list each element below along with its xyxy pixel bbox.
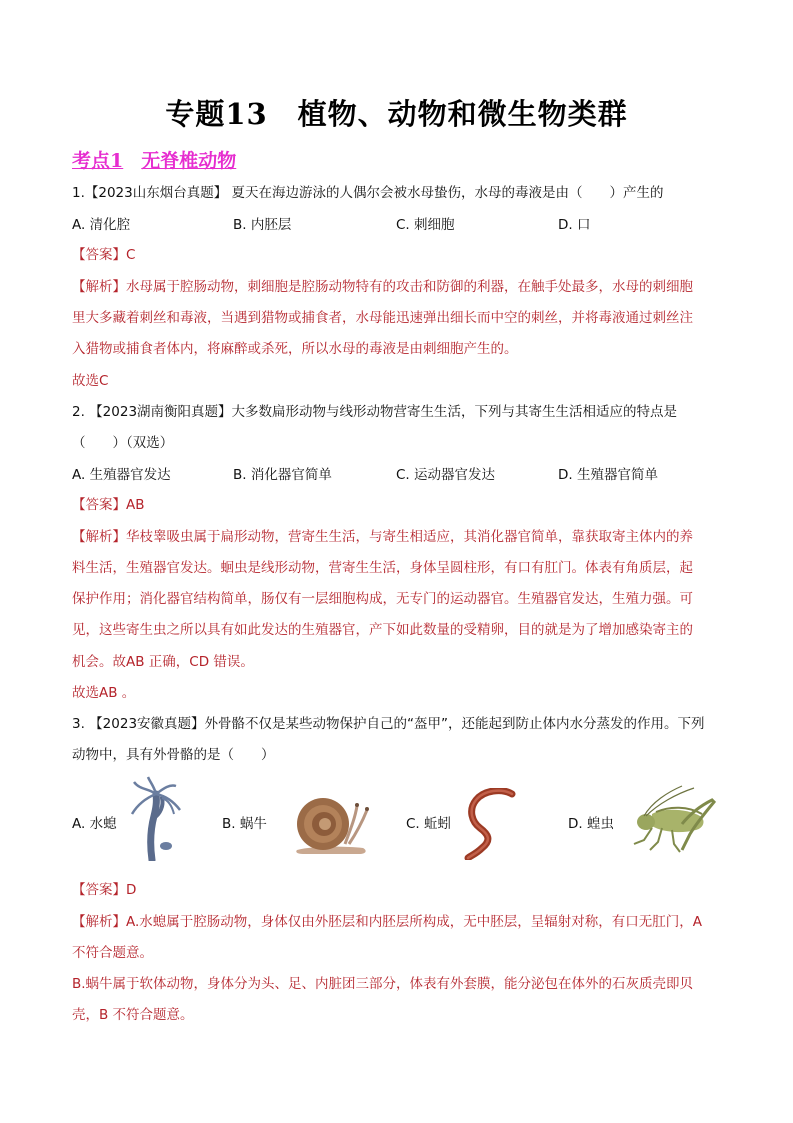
- q3-stem: 3. 【2023安徽真题】外骨骼不仅是某些动物保护自己的“盔甲”，还能起到防止体内水分蒸发的作用。下列: [72, 716, 705, 732]
- section-name: 无脊椎动物: [141, 150, 237, 172]
- title-topic-number: 专题13: [165, 97, 268, 131]
- locust-image: [622, 784, 720, 856]
- q3-analysis-line: 不符合题意。: [72, 945, 153, 961]
- hydra-image: [126, 776, 190, 861]
- q1-analysis-line: 里大多藏着刺丝和毒液，当遇到猎物或捕食者，水母能迅速弹出细长而中空的刺丝，并将毒液通过刺丝注: [72, 310, 693, 326]
- q3-analysis-line: B.蜗牛属于软体动物，身体分为头、足、内脏团三部分，体表有外套膜，能分泌包在体外的石灰质壳即贝: [72, 976, 694, 992]
- q2-analysis-line: 【解析】华枝睾吸虫属于扁形动物，营寄生生活，与寄生相适应，其消化器官简单，靠获取寄主体内的养: [72, 529, 693, 545]
- q1-conclusion: 故选C: [72, 373, 109, 389]
- q2-option-c: C. 运动器官发达: [396, 467, 496, 483]
- snail-image: [293, 788, 371, 858]
- q1-analysis-line: 【解析】水母属于腔肠动物，刺细胞是腔肠动物特有的攻击和防御的利器，在触手处最多，水母的刺细胞: [72, 279, 693, 295]
- q3-option-c: C. 蚯蚓: [406, 816, 452, 832]
- q2-analysis-line: 机会。故AB 正确，CD 错误。: [72, 654, 254, 670]
- section-number: 考点1: [72, 150, 124, 172]
- q2-stem: 2. 【2023湖南衡阳真题】大多数扁形动物与线形动物营寄生生活，下列与其寄生生活相适应的特点是: [72, 404, 678, 420]
- q1-analysis-line: 入猎物或捕食者体内，将麻醉或杀死，所以水母的毒液是由刺细胞产生的。: [72, 341, 518, 357]
- q3-analysis-line: 壳，B 不符合题意。: [72, 1007, 194, 1023]
- q2-analysis-line: 料生活，生殖器官发达。蛔虫是线形动物，营寄生生活，身体呈圆柱形，有口有肛门。体表有角质层，起: [72, 560, 693, 576]
- page-title: [0, 92, 793, 133]
- section-heading: [72, 146, 236, 173]
- q3-stem: 动物中，具有外骨骼的是（ ）: [72, 747, 275, 763]
- earthworm-image: [462, 788, 520, 860]
- q2-option-b: B. 消化器官简单: [233, 467, 332, 483]
- q2-stem: （ ）（双选）: [72, 435, 174, 451]
- q1-option-c: C. 刺细胞: [396, 217, 455, 233]
- q1-answer: 【答案】C: [72, 247, 136, 263]
- q1-option-a: A. 清化腔: [72, 217, 131, 233]
- q2-conclusion: 故选AB 。: [72, 685, 136, 701]
- q2-option-a: A. 生殖器官发达: [72, 467, 171, 483]
- q2-analysis-line: 见，这些寄生虫之所以具有如此发达的生殖器官，产下如此数量的受精卵，目的就是为了增加感染寄主的: [72, 622, 693, 638]
- q2-option-d: D. 生殖器官简单: [558, 467, 658, 483]
- q3-answer: 【答案】D: [72, 882, 137, 898]
- q1-stem: 1.【2023山东烟台真题】 夏天在海边游泳的人偶尔会被水母蛰伤，水母的毒液是由（ ）产生的: [72, 185, 664, 201]
- q3-option-d: D. 蝗虫: [568, 816, 614, 832]
- q1-option-b: B. 内胚层: [233, 217, 292, 233]
- q3-option-b: B. 蜗牛: [222, 816, 267, 832]
- q2-answer: 【答案】AB: [72, 497, 145, 513]
- q3-option-a: A. 水螅: [72, 816, 117, 832]
- q1-option-d: D. 口: [558, 217, 591, 233]
- q2-analysis-line: 保护作用；消化器官结构简单，肠仅有一层细胞构成，无专门的运动器官。生殖器官发达，生殖力强。可: [72, 591, 693, 607]
- title-topic-name: 植物、动物和微生物类群: [297, 97, 628, 131]
- q3-analysis-line: 【解析】A.水螅属于腔肠动物，身体仅由外胚层和内胚层所构成，无中胚层，呈辐射对称，有口无肛门，A: [72, 914, 703, 930]
